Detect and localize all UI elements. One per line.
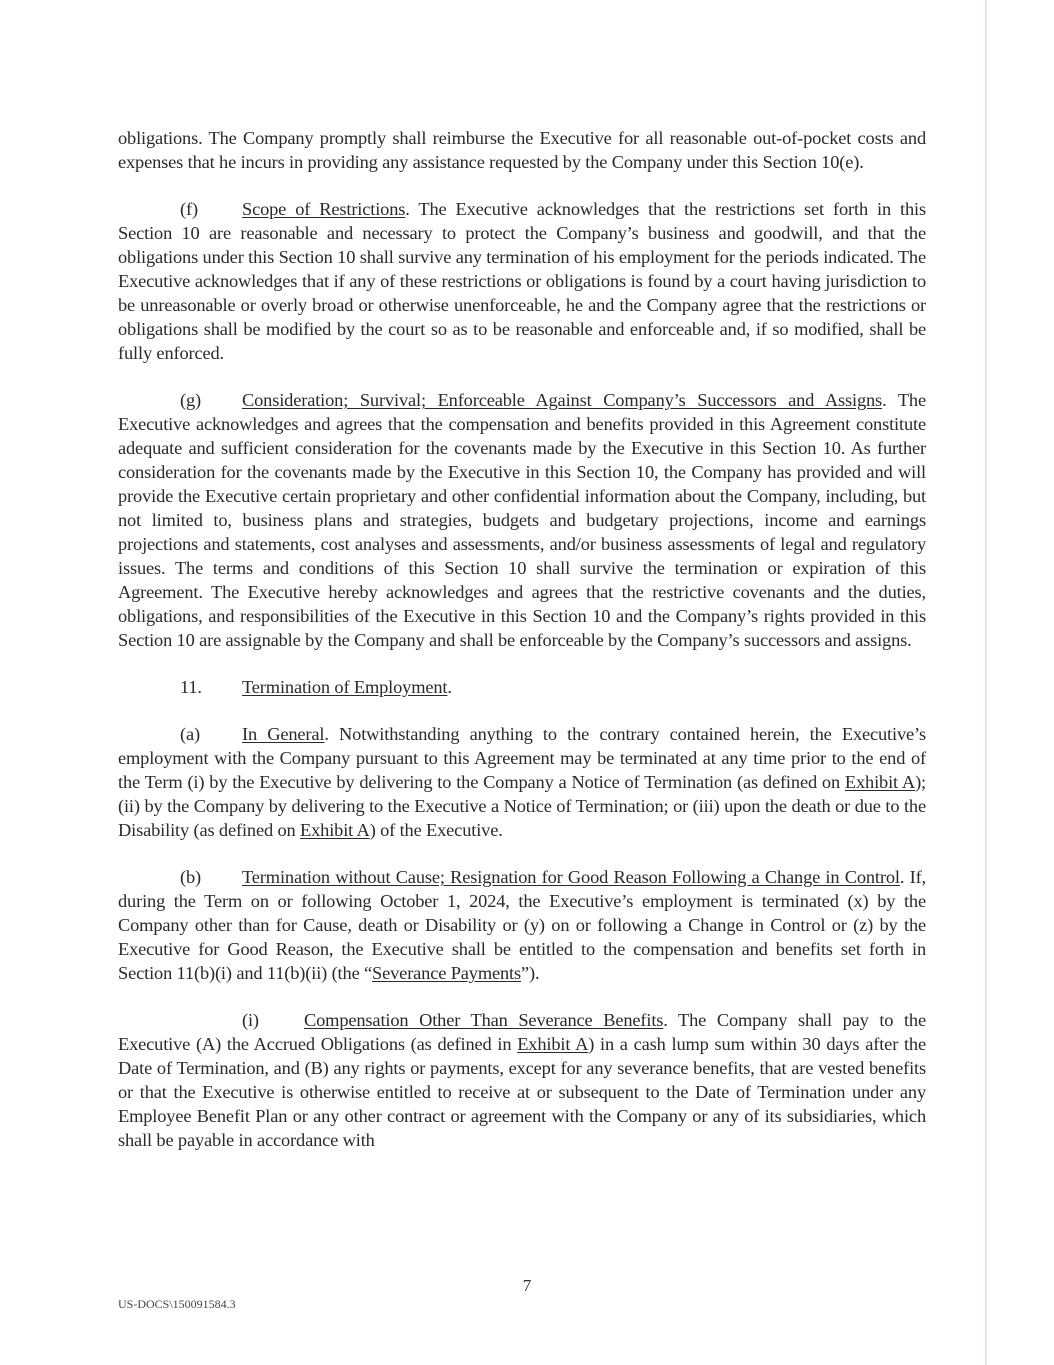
- punctuation: .: [447, 677, 452, 697]
- exhibit-a-reference: Exhibit A: [517, 1034, 589, 1054]
- defined-term: Severance Payments: [372, 963, 522, 983]
- clause-heading: Compensation Other Than Severance Benefits: [304, 1010, 664, 1030]
- paragraph-11b-i: [118, 1008, 926, 1152]
- clause-label: (f): [180, 199, 198, 219]
- paragraph-text: ) in a cash lump sum within 30 days after the Date of Termination, and (B) any rights or payments, except for any severance benefits, that are vested benefits or that the Executive is otherwise entitled to receive at or subsequent to the Date of Termination under any Employee Benefit Plan or any other contract or agreement with the Company or any of its subsidiaries, which shall be payable in accordance with: [118, 1034, 926, 1150]
- paragraph-text: . The Executive acknowledges and agrees that the compensation and benefits provided in this Agreement constitute adequate and sufficient consideration for the covenants made by the Executive in this Section 10. As further consideration for the covenants made by the Executive in this Section 10, the Company has provided and will provide the Executive certain proprietary and other confidential information about the Company, including, but not limited to, business plans and strategies, budgets and budgetary projections, income and earnings projections and statements, cost analyses and assessments, and/or business assessments of legal and regulatory issues. The terms and conditions of this Section 10 shall survive the termination or expiration of this Agreement. The Executive hereby acknowledges and agrees that the restrictive covenants and the duties, obligations, and responsibilities of the Executive in this Section 10 and the Company’s rights provided in this Section 10 are assignable by the Company and shall be enforceable by the Company’s successors and assigns.: [118, 390, 926, 650]
- section-11-heading: [118, 675, 926, 699]
- section-number: 11.: [180, 677, 202, 697]
- clause-heading: Scope of Restrictions: [242, 199, 406, 219]
- paragraph-10g: [118, 388, 926, 652]
- clause-label: (i): [242, 1010, 259, 1030]
- document-id: US-DOCS\150091584.3: [118, 1297, 236, 1311]
- margin-line: [985, 0, 987, 1365]
- clause-label: (g): [180, 390, 201, 410]
- paragraph-10f: [118, 197, 926, 365]
- exhibit-a-reference: Exhibit A: [844, 772, 916, 792]
- document-page: [118, 126, 926, 1175]
- paragraph-text: ”).: [521, 963, 540, 983]
- clause-label: (b): [180, 867, 201, 887]
- paragraph-text: . Notwithstanding anything to the contrary contained herein, the Executive’s employment with the Company pursuant to this Agreement may be terminated at any time prior to the end of the Term (i) by the Executive by delivering to the Company a Notice of Termination (as defined on: [118, 724, 926, 792]
- section-title: Termination of Employment: [242, 677, 448, 697]
- paragraph-text: . The Executive acknowledges that the restrictions set forth in this Section 10 are reasonable and necessary to protect the Company’s business and goodwill, and that the obligations under this Section 10 shall survive any termination of his employment for the periods indicated. The Executive acknowledges that if any of these restrictions or obligations is found by a court having jurisdiction to be unreasonable or overly broad or otherwise unenforceable, he and the Company agree that the restrictions or obligations shall be modified by the court so as to be reasonable and enforceable and, if so modified, shall be fully enforced.: [118, 199, 926, 363]
- paragraph-continuation: [118, 126, 926, 174]
- paragraph-text: ); (ii) by the Company by delivering to the Executive a Notice of Termination; or (iii) upon the death or due to the Disability (as defined on: [118, 772, 926, 840]
- paragraph-text: . If, during the Term on or following October 1, 2024, the Executive’s employment is terminated (x) by the Company other than for Cause, death or Disability or (y) on or following a Change in Control or (z) by the Executive for Good Reason, the Executive shall be entitled to the compensation and benefits set forth in Section 11(b)(i) and 11(b)(ii) (the “: [118, 867, 926, 983]
- clause-heading: Termination without Cause; Resignation for Good Reason Following a Change in Control: [242, 867, 900, 887]
- paragraph-text: obligations. The Company promptly shall reimburse the Executive for all reasonable out-of-pocket costs and expenses that he incurs in providing any assistance requested by the Company under this Section 10(e).: [118, 128, 926, 172]
- paragraph-11a: [118, 722, 926, 842]
- exhibit-a-reference: Exhibit A: [300, 820, 370, 840]
- page-number: 7: [522, 1276, 532, 1295]
- clause-label: (a): [180, 724, 200, 744]
- clause-heading: In General: [242, 724, 325, 744]
- paragraph-text: ) of the Executive.: [369, 820, 503, 840]
- clause-heading: Consideration; Survival; Enforceable Against Company’s Successors and Assigns: [242, 390, 883, 410]
- paragraph-11b: [118, 865, 926, 985]
- paragraph-text: . The Company shall pay to the Executive (A) the Accrued Obligations (as defined in: [118, 1010, 926, 1054]
